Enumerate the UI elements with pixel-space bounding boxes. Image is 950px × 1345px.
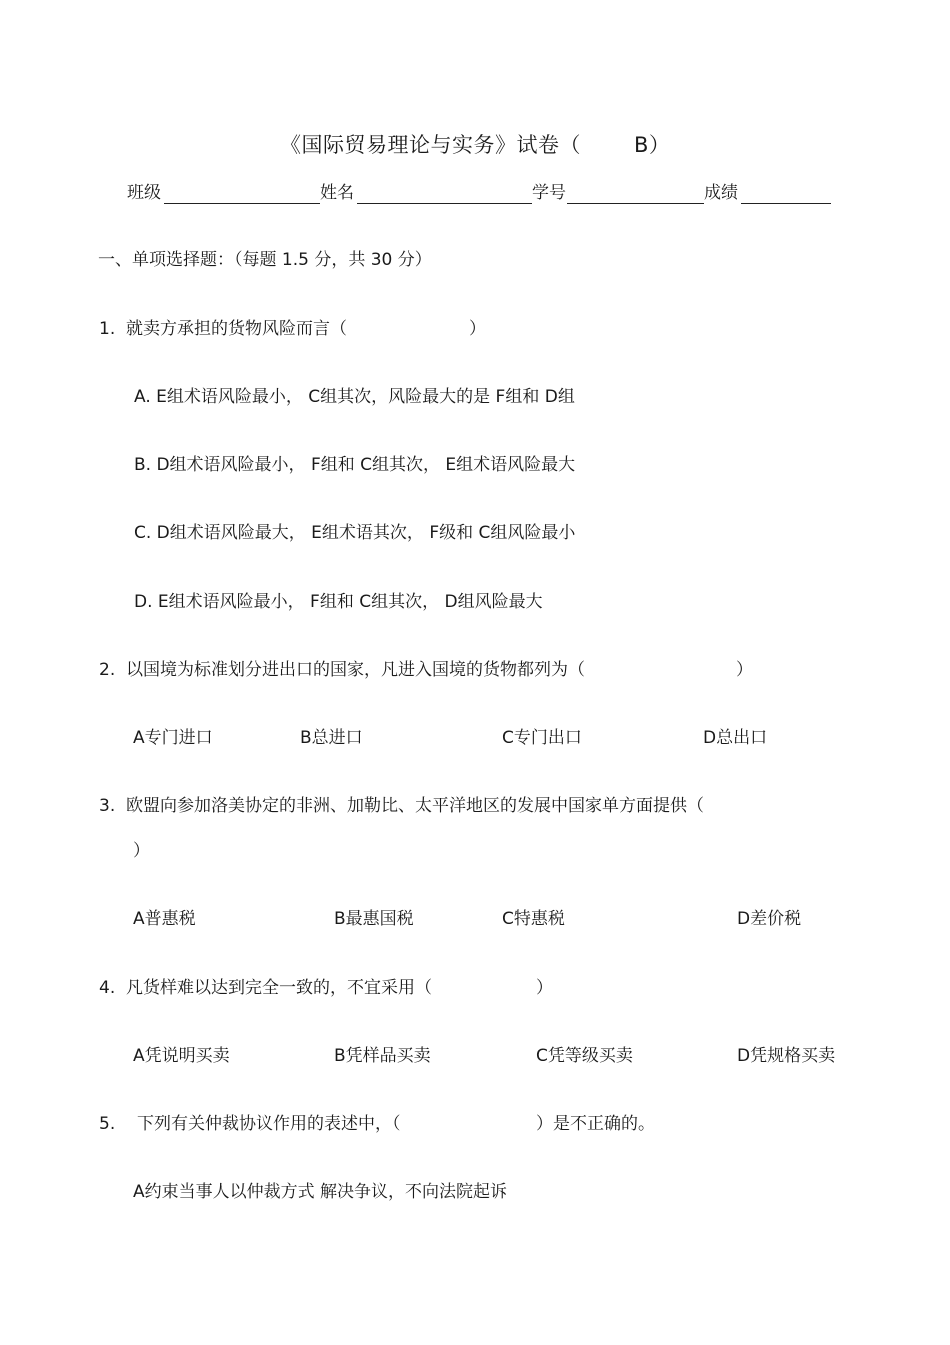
answer-paren-close: ） <box>536 978 553 998</box>
question-number: 3. <box>99 796 116 816</box>
option-c[interactable]: C专门出口 <box>502 728 582 748</box>
option-b[interactable]: B. D组术语风险最小， F组和 C组其次， E组术语风险最大 <box>134 455 576 475</box>
name-blank[interactable] <box>357 203 532 204</box>
question-number: 4. <box>99 978 116 998</box>
option-c[interactable]: C. D组术语风险最大， E组术语其次， F级和 C组风险最小 <box>134 523 576 543</box>
name-label: 姓名 <box>320 183 354 203</box>
option-b[interactable]: B凭样品买卖 <box>334 1046 431 1066</box>
answer-paren-close: ） <box>133 841 150 861</box>
student-id-blank[interactable] <box>567 203 704 204</box>
class-blank[interactable] <box>164 203 320 204</box>
question-number: 2. <box>99 660 116 680</box>
option-b[interactable]: B总进口 <box>300 728 363 748</box>
question-number: 5. <box>99 1114 116 1134</box>
question-stem: 以国境为标准划分进出口的国家，凡进入国境的货物都列为（ <box>126 660 585 680</box>
class-label: 班级 <box>127 183 161 203</box>
question-stem: 凡货样难以达到完全一致的，不宜采用（ <box>126 978 432 998</box>
option-c[interactable]: C凭等级买卖 <box>536 1046 633 1066</box>
exam-variant: B） <box>634 133 671 157</box>
option-c[interactable]: C特惠税 <box>502 909 565 929</box>
question-stem: 欧盟向参加洛美协定的非洲、加勒比、太平洋地区的发展中国家单方面提供（ <box>126 796 704 816</box>
answer-paren-close: ）是不正确的。 <box>536 1114 655 1134</box>
section-heading: 一、单项选择题：（每题 1.5 分，共 30 分） <box>98 250 432 270</box>
option-a[interactable]: A约束当事人以仲裁方式 解决争议，不向法院起诉 <box>133 1182 508 1202</box>
option-d[interactable]: D凭规格买卖 <box>737 1046 836 1066</box>
exam-title: 《国际贸易理论与实务》试卷（ <box>280 133 581 157</box>
option-d[interactable]: D总出口 <box>703 728 768 748</box>
option-d[interactable]: D差价税 <box>737 909 802 929</box>
option-a[interactable]: A专门进口 <box>133 728 213 748</box>
score-blank[interactable] <box>741 203 831 204</box>
answer-paren-close: ） <box>736 660 753 680</box>
option-d[interactable]: D. E组术语风险最小， F组和 C组其次， D组风险最大 <box>134 592 543 612</box>
question-stem: 就卖方承担的货物风险而言（ <box>126 319 347 339</box>
answer-paren-close: ） <box>469 319 486 339</box>
option-a[interactable]: A凭说明买卖 <box>133 1046 230 1066</box>
score-label: 成绩 <box>704 183 738 203</box>
question-number: 1. <box>99 319 116 339</box>
student-id-label: 学号 <box>532 183 566 203</box>
question-stem: 下列有关仲裁协议作用的表述中，（ <box>137 1114 401 1134</box>
option-b[interactable]: B最惠国税 <box>334 909 414 929</box>
option-a[interactable]: A普惠税 <box>133 909 196 929</box>
option-a[interactable]: A. E组术语风险最小， C组其次，风险最大的是 F组和 D组 <box>134 387 575 407</box>
